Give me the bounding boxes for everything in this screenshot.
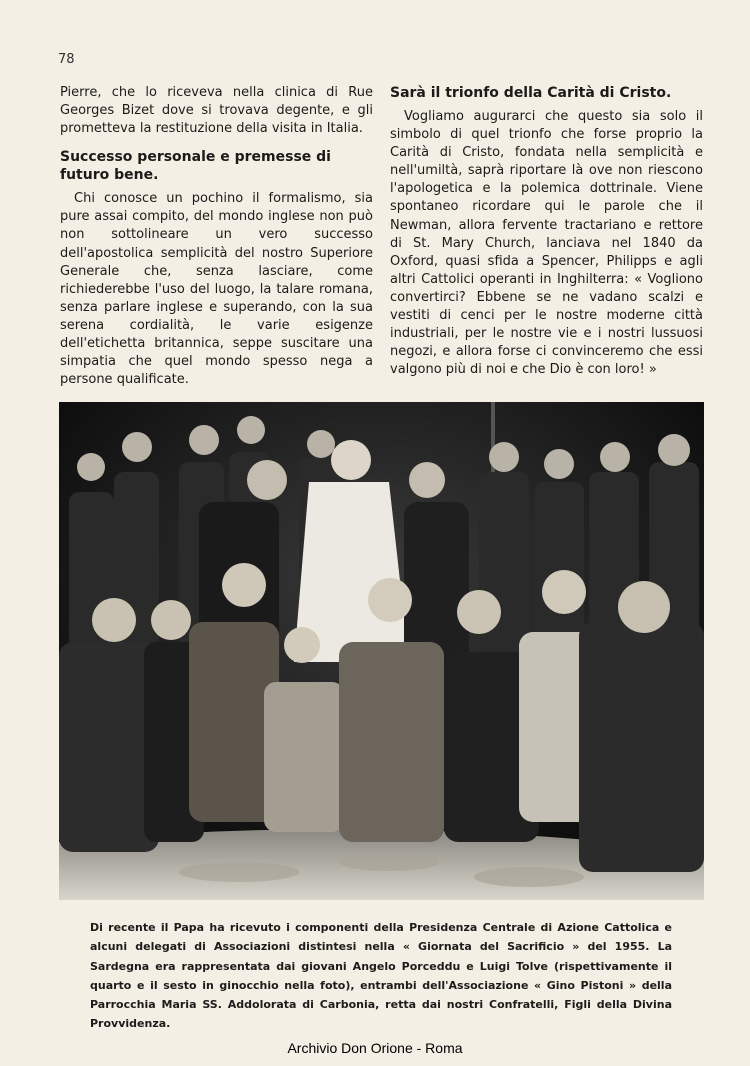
photo-caption: Di recente il Papa ha ricevuto i componenti della Presidenza Centrale di Azione Cattolica e alcuni delegati di Associazioni distintesi nella « Giornata del Sacrificio » del 1955. La Sardegna era rappresentata dai giovani Angelo Porceddu e Luigi Tolve (rispettivamente il quarto e il sesto in ginocchio nella foto), entrambi dell'Associazione « Gino Pistoni » della Parrocchia Maria SS. Addolorata di Carbonia, retta dai nostri Confratelli, Figli della Divina Provvidenza. <box>90 921 672 1031</box>
left-paragraph-1: Pierre, che lo riceveva nella clinica di Rue Georges Bizet dove si trovava degente, e gli prometteva la restituzione della visita in Italia. <box>60 85 373 137</box>
group-photo <box>59 402 704 900</box>
left-section-heading: Successo personale e premesse di futuro bene. <box>60 149 331 184</box>
right-section-heading: Sarà il trionfo della Carità di Cristo. <box>390 85 672 101</box>
group-photo-icon <box>59 402 704 900</box>
left-paragraph-2: Chi conosce un pochino il formalismo, sia pure assai compito, del mondo inglese non può non sottolineare un vero successo dell'apostolica semplicità del nostro Superiore Generale che, senza lasciare, come richiederebbe l'uso del luogo, la talare romana, senza parlare inglese e superando, con la sua serena cordialità, le varie esigenze dell'etichetta britannica, seppe suscitare una simpatia che quel mondo spesso nega a persone qualificate. <box>60 191 373 388</box>
left-column <box>60 84 373 389</box>
right-column <box>390 84 703 379</box>
archive-footer: Archivio Don Orione - Roma <box>287 1040 463 1056</box>
page-number: 78 <box>58 52 75 67</box>
right-paragraph-1: Vogliamo augurarci che questo sia solo il simbolo di quel trionfo che forse proprio la Carità di Cristo, fondata nella semplicità e nell'umiltà, saprà riportare là ove non riescono l'apologetica e la polemica dottrinale. Viene spontaneo ricordare qui le parole che il Newman, allora fervente tractariano e rettore di St. Mary Church, lanciava nel 1840 da Oxford, quasi sfida a Spencer, Philipps e agli altri Cattolici operanti in Inghilterra: « Vogliono convertirci? Ebbene se ne vadano scalzi e vestiti di cenci per le nostre moderne città industriali, per le nostre vie e i nostri lussuosi negozi, e allora forse ci convinceremo che essi valgono più di noi e che Dio è con loro! » <box>390 109 703 378</box>
